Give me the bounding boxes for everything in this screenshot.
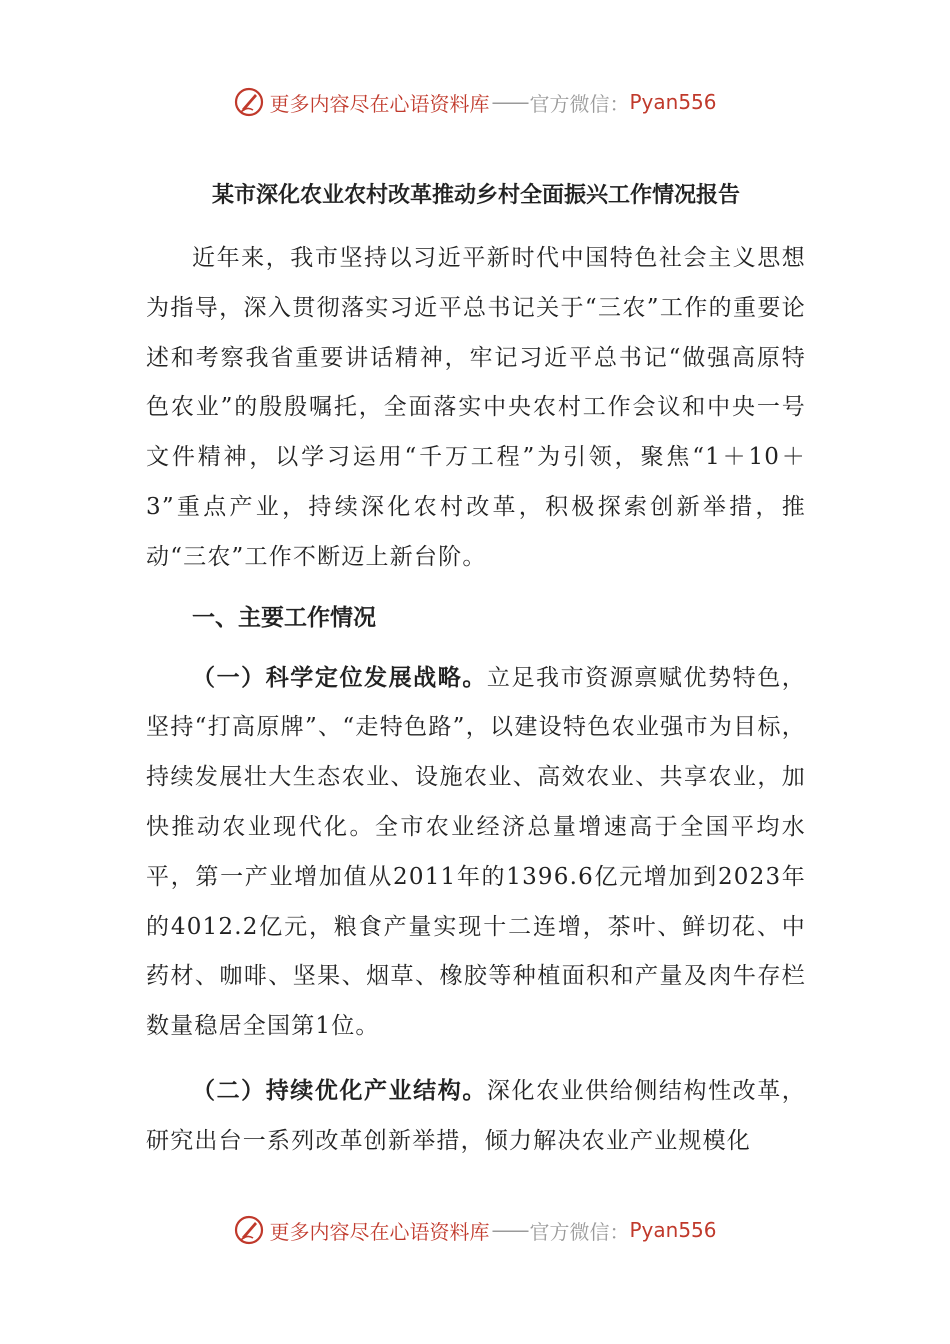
item-1-paragraph <box>146 653 806 1052</box>
item-2-body: 深化农业供给侧结构性改革，研究出台一系列改革创新举措，倾力解决农业产业规模化 <box>146 1077 806 1154</box>
banner-brand-text: 更多内容尽在心语资料库 <box>269 91 490 116</box>
banner-separator: —— <box>491 90 528 114</box>
footer-watermark-banner <box>0 1210 950 1250</box>
item-1-heading: （一）科学定位发展战略。 <box>192 663 487 691</box>
banner-wechat-label: 官方微信： <box>529 1219 630 1244</box>
quill-logo-icon <box>233 86 265 118</box>
intro-paragraph: 近年来，我市坚持以习近平新时代中国特色社会主义思想为指导，深入贯彻落实习近平总书记关于“三农”工作的重要论述和考察我省重要讲话精神，牢记习近平总书记“做强高原特色农业”的殷殷嘱托，全面落实中央农村工作会议和中央一号文件精神，以学习运用“千万工程”为引领，聚焦“1＋10＋3”重点产业，持续深化农村改革，积极探索创新举措，推动“三农”工作不断迈上新台阶。 <box>146 245 806 570</box>
quill-logo-icon <box>233 1214 265 1246</box>
banner-brand-text: 更多内容尽在心语资料库 <box>269 1219 490 1244</box>
banner-separator: —— <box>491 1218 528 1242</box>
banner-wechat-label: 官方微信： <box>529 91 630 116</box>
document-title: 某市深化农业农村改革推动乡村全面振兴工作情况报告 <box>211 182 740 208</box>
item-2-paragraph <box>146 1066 806 1167</box>
item-2-heading: （二）持续优化产业结构。 <box>192 1076 487 1104</box>
banner-wechat-id: Pyan556 <box>629 90 717 114</box>
document-body <box>146 176 806 1167</box>
section-heading-1: 一、主要工作情况 <box>192 603 376 631</box>
banner-wechat-id: Pyan556 <box>629 1218 717 1242</box>
item-1-body: 立足我市资源禀赋优势特色，坚持“打高原牌”、“走特色路”，以建设特色农业强市为目标，持续发展壮大生态农业、设施农业、高效农业、共享农业，加快推动农业现代化。全市农业经济总量增速高于全国平均水平，第一产业增加值从2011年的1396.6亿元增加到2023年的4012.2亿元，粮食产量实现十二连增，茶叶、鲜切花、中药材、咖啡、坚果、烟草、橡胶等种植面积和产量及肉牛存栏数量稳居全国第1位。 <box>146 664 806 1040</box>
header-watermark-banner <box>0 82 950 122</box>
